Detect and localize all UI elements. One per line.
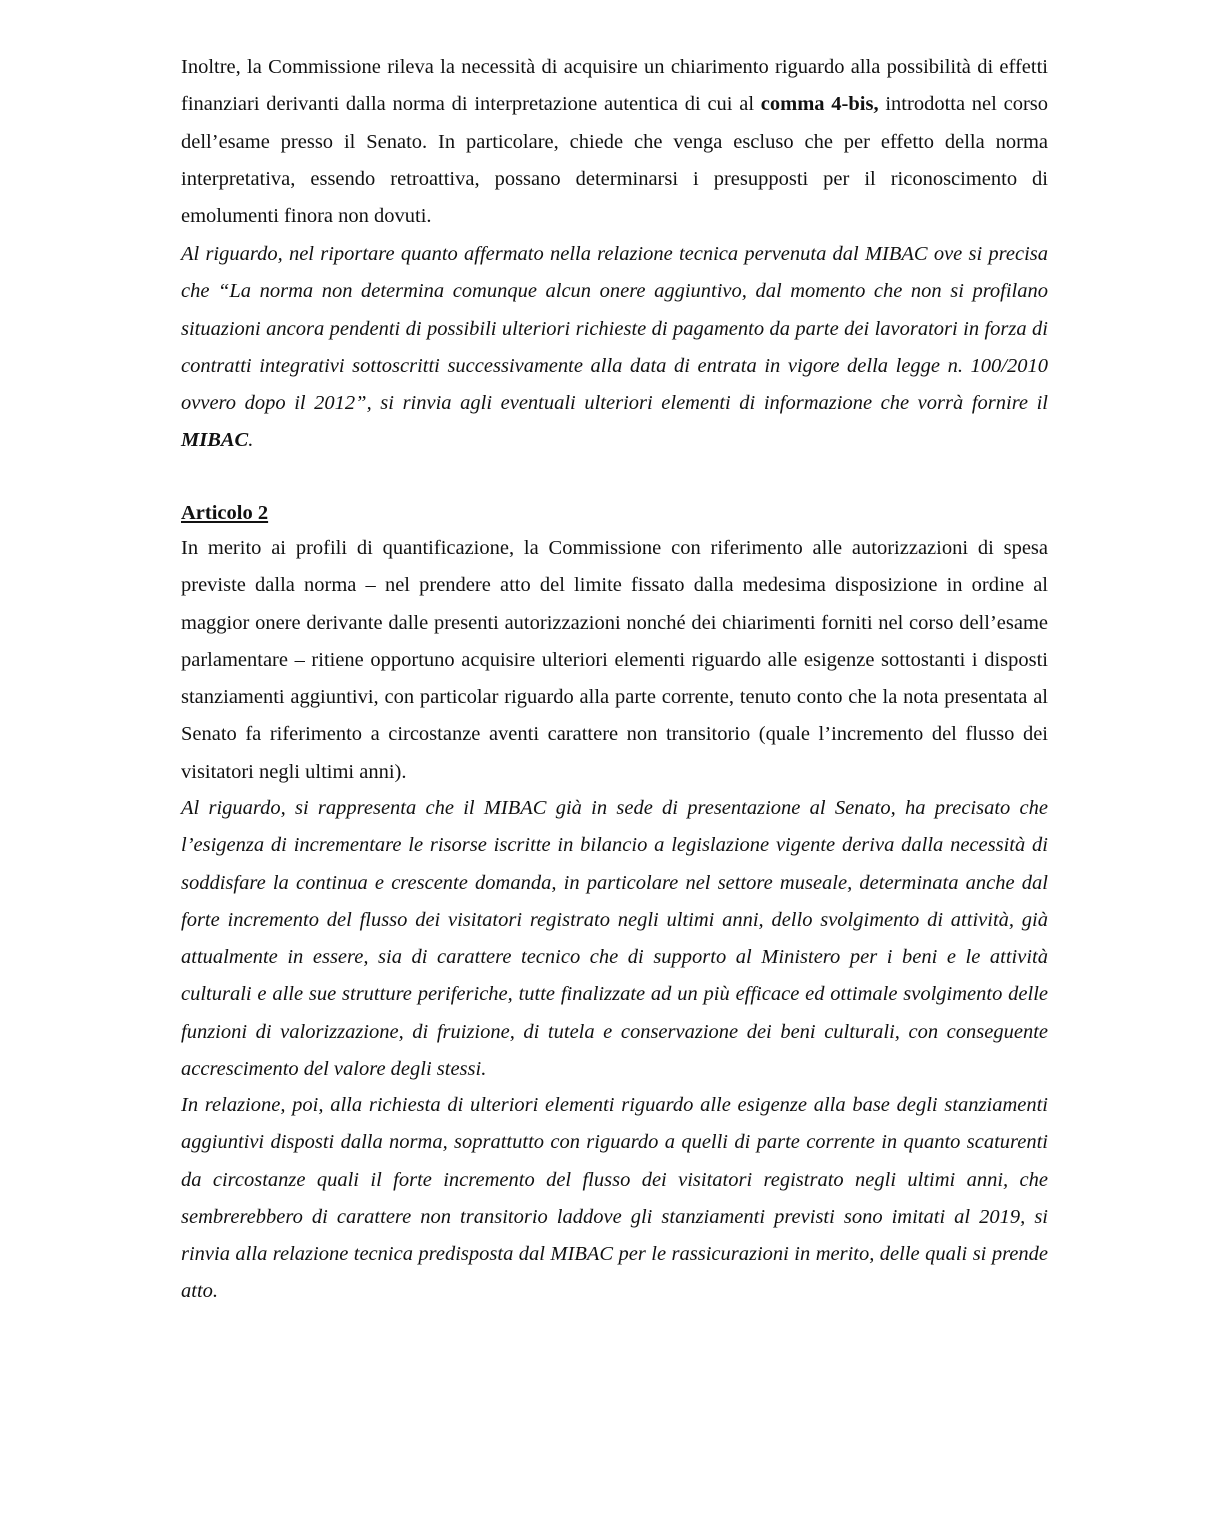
paragraph-text: Al riguardo, nel riportare quanto affermato nella relazione tecnica pervenuta dal MIBAC ove si precisa che “La norma non determina comunque alcun onere aggiuntivo, dal momento che non si profilano situazioni ancora pendenti di possibili ulteriori richieste di pagamento da parte dei lavoratori in forza di contratti integrativi sottoscritti successivamente alla data di entrata in vigore della legge n. 100/2010 ovvero dopo il 2012”, si rinvia agli eventuali ulteriori elementi di informazione che vorrà fornire il <box>181 243 1048 415</box>
paragraph-text: Inoltre, la Commissione rileva la necessità di acquisire un chiarimento riguardo alla possibilità di effetti finanziari derivanti dalla norma di interpretazione autentica di cui al <box>181 56 1048 116</box>
paragraph-quantification: In merito ai profili di quantificazione, la Commissione con riferimento alle autorizzazioni di spesa previste dalla norma – nel prendere atto del limite fissato dalla medesima disposizione in ordine al maggior onere derivante dalle presenti autorizzazioni nonché dei chiarimenti forniti nel corso dell’esame parlamentare – ritiene opportuno acquisire ulteriori elementi riguardo alle esigenze sottostanti i disposti stanziamenti aggiuntivi, con particolar riguardo alla parte corrente, tenuto conto che la nota presentata al Senato fa riferimento a circostanze aventi carattere non transitorio (quale l’incremento del flusso dei visitatori negli ultimi anni). <box>181 537 1048 783</box>
paragraph-mibac-response: Al riguardo, si rappresenta che il MIBAC già in sede di presentazione al Senato, ha precisato che l’esigenza di incrementare le risorse iscritte in bilancio a legislazione vigente deriva dalla necessità di soddisfare la continua e crescente domanda, in particolare nel settore museale, determinata anche dal forte incremento del flusso dei visitatori registrato negli ultimi anni, dello svolgimento di attività, già attualmente in essere, sia di carattere tecnico che di supporto al Ministero per i beni e le attività culturali e alle sue strutture periferiche, tutte finalizzate ad un più efficace ed ottimale svolgimento delle funzioni di valorizzazione, di fruizione, di tutela e conservazione dei beni culturali, con conseguente accrescimento del valore degli stessi. <box>181 797 1048 1081</box>
paragraph-commission-clarification <box>181 49 1048 235</box>
section-heading-articolo-2: Articolo 2 <box>181 502 269 524</box>
paragraph-text: . <box>248 429 254 452</box>
bold-reference-mibac: MIBAC <box>181 429 249 452</box>
paragraph-text: introdotta nel corso dell’esame presso il Senato. In particolare, chiede che venga escluso che per effetto della norma interpretativa, essendo retroattiva, possano determinarsi i presupposti per il riconoscimento di emolumenti finora non dovuti. <box>181 93 1049 228</box>
paragraph-government-response <box>181 236 1048 460</box>
bold-reference-comma: comma 4-bis, <box>760 93 879 116</box>
paragraph-technical-report: In relazione, poi, alla richiesta di ulteriori elementi riguardo alle esigenze alla base degli stanziamenti aggiuntivi disposti dalla norma, soprattutto con riguardo a quelli di parte corrente in quanto scaturenti da circostanze quali il forte incremento del flusso dei visitatori registrato negli ultimi anni, che sembrerebbero di carattere non transitorio laddove gli stanziamenti previsti sono imitati al 2019, si rinvia alla relazione tecnica predisposta dal MIBAC per le rassicurazioni in merito, delle quali si prende atto. <box>181 1094 1048 1303</box>
